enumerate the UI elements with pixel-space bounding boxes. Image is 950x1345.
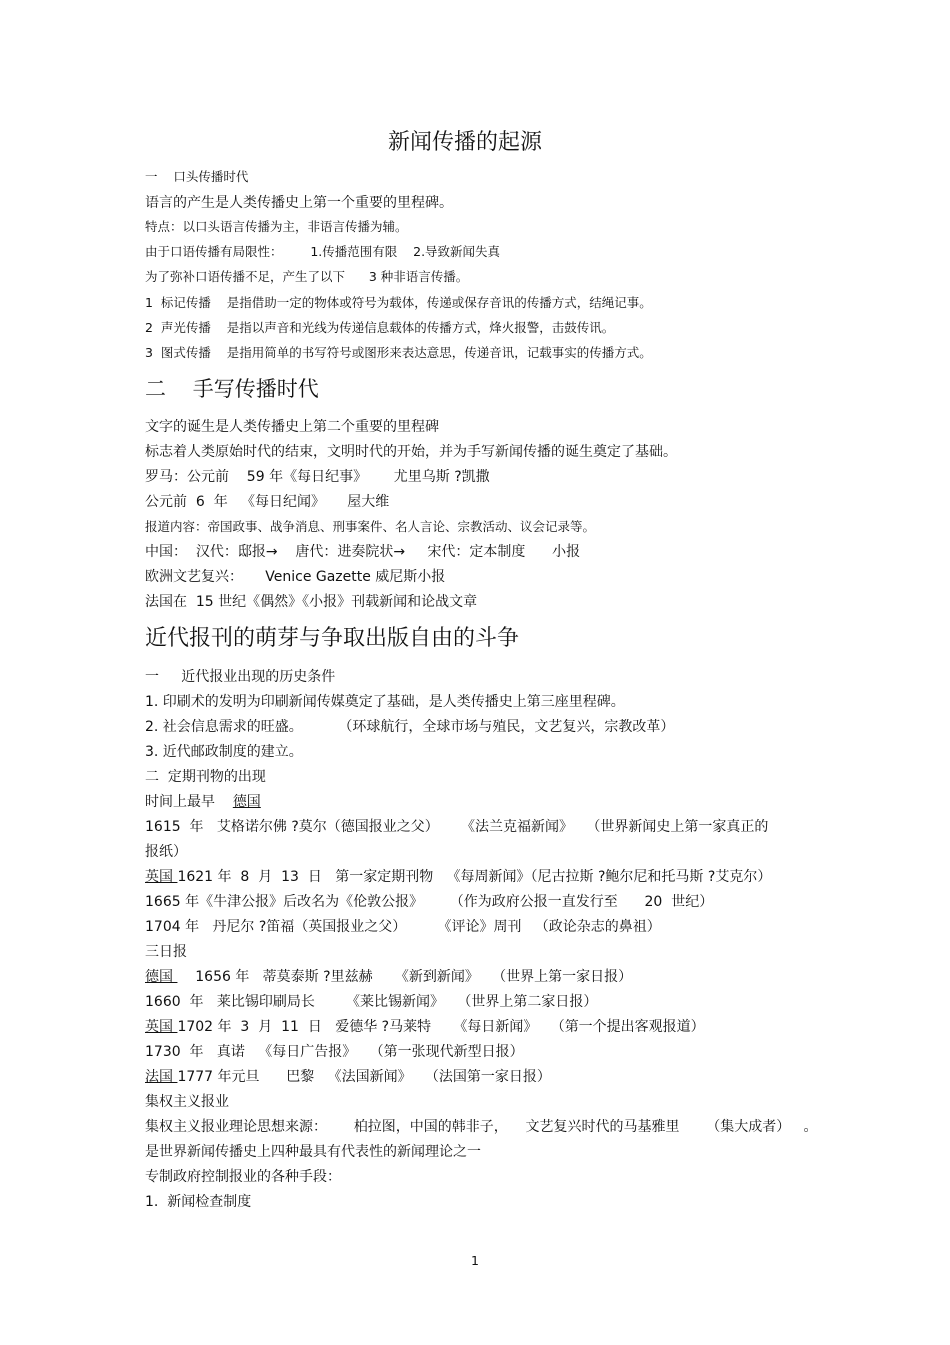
text-line: 罗马：公元前 59 年《每日纪事》 尤里乌斯 ?凯撒 (145, 469, 490, 485)
underlined-country: 德国 (145, 969, 178, 985)
text-run: 1621 年 8 月 13 日 第一家定期刊物 《每周新闻》（尼古拉斯 ?鲍尔尼和托马斯 ?艾克尔） (177, 869, 772, 885)
text-line: 1615 年 艾格诺尔佛 ?莫尔（德国报业之父） 《法兰克福新闻》 （世界新闻史上第一家真正的 (145, 819, 769, 835)
text-line: 2. 社会信息需求的旺盛。 （环球航行，全球市场与殖民，文艺复兴，宗教改革） (145, 719, 675, 735)
text-line (145, 1070, 551, 1084)
text-line: 3 图式传播 是指用简单的书写符号或图形来表达意思，传递音讯，记载事实的传播方式。 (145, 345, 652, 360)
text-line: 集权主义报业 (145, 1094, 229, 1110)
text-line: 标志着人类原始时代的结束，文明时代的开始，并为手写新闻传播的诞生奠定了基础。 (145, 444, 677, 460)
section-heading: 一 口头传播时代 (145, 169, 249, 184)
text-line (145, 795, 261, 809)
text-line: 1704 年 丹尼尔 ?笛福（英国报业之父） 《评论》周刊 （政论杂志的鼻祖） (145, 919, 661, 935)
text-line: 中国： 汉代：邸报→ 唐代：进奏院状→ 宋代：定本制度 小报 (145, 544, 581, 560)
underlined-country: 法国 (145, 1069, 178, 1085)
text-line: 由于口语传播有局限性： 1.传播范围有限 2.导致新闻失真 (145, 244, 501, 259)
text-line: 语言的产生是人类传播史上第一个重要的里程碑。 (145, 195, 453, 211)
text-run: 1702 年 3 月 11 日 爱德华 ?马莱特 《每日新闻》 （第一个提出客观报道） (177, 1019, 705, 1035)
text-line: 3. 近代邮政制度的建立。 (145, 744, 303, 760)
text-line: 2 声光传播 是指以声音和光线为传递信息载体的传播方式，烽火报警，击鼓传讯。 (145, 320, 615, 335)
text-line: 三日报 (145, 944, 187, 960)
page-number: 1 (471, 1253, 479, 1268)
text-run: 1777 年元旦 巴黎 《法国新闻》 （法国第一家日报） (177, 1069, 551, 1085)
text-line: 报道内容：帝国政事、战争消息、刑事案件、名人言论、宗教活动、议会记录等。 (145, 519, 596, 534)
text-line: 公元前 6 年 《每日纪闻》 屋大维 (145, 494, 390, 510)
underlined-country: 英国 (145, 869, 178, 885)
text-line: 特点：以口头语言传播为主，非语言传播为辅。 (145, 219, 408, 234)
text-line: 二 定期刊物的出现 (145, 769, 266, 785)
text-line (145, 870, 771, 884)
text-line: 1 标记传播 是指借助一定的物体或符号为载体，传递或保存音讯的传播方式，结绳记事。 (145, 295, 652, 310)
text-run: 时间上最早 (145, 794, 233, 810)
text-line: 集权主义报业理论思想来源： 柏拉图，中国的韩非子， 文艺复兴时代的马基雅里 （集大成者） 。 (145, 1119, 818, 1135)
text-line: 是世界新闻传播史上四种最具有代表性的新闻理论之一 (145, 1144, 481, 1160)
text-line: 1. 新闻检查制度 (145, 1194, 252, 1210)
underlined-country: 德国 (232, 794, 261, 810)
text-line: 1. 印刷术的发明为印刷新闻传媒奠定了基础，是人类传播史上第三座里程碑。 (145, 694, 625, 710)
text-line: 欧洲文艺复兴： Venice Gazette 威尼斯小报 (145, 569, 446, 585)
text-line: 一 近代报业出现的历史条件 (145, 669, 336, 685)
text-line: 法国在 15 世纪《偶然》《小报》刊载新闻和论战文章 (145, 594, 478, 610)
doc-title: 新闻传播的起源 (388, 130, 543, 155)
text-line (145, 1020, 705, 1034)
text-line: 专制政府控制报业的各种手段： (145, 1169, 341, 1185)
text-line (145, 970, 632, 984)
text-line: 为了弥补口语传播不足，产生了以下 3 种非语言传播。 (145, 269, 469, 284)
section-heading: 近代报刊的萌芽与争取出版自由的斗争 (145, 626, 520, 651)
text-line: 1665 年《牛津公报》后改名为《伦敦公报》 （作为政府公报一直发行至 20 世纪） (145, 894, 714, 910)
text-line: 1730 年 真诺 《每日广告报》 （第一张现代新型日报） (145, 1044, 524, 1060)
text-line: 文字的诞生是人类传播史上第二个重要的里程碑 (145, 419, 439, 435)
underlined-country: 英国 (145, 1019, 178, 1035)
text-line: 1660 年 莱比锡印刷局长 《莱比锡新闻》 （世界上第二家日报） (145, 994, 598, 1010)
section-heading: 二 手写传播时代 (145, 377, 319, 401)
text-run: 1656 年 蒂莫泰斯 ?里兹赫 《新到新闻》 （世界上第一家日报） (177, 969, 633, 985)
text-line: 报纸） (145, 844, 187, 860)
